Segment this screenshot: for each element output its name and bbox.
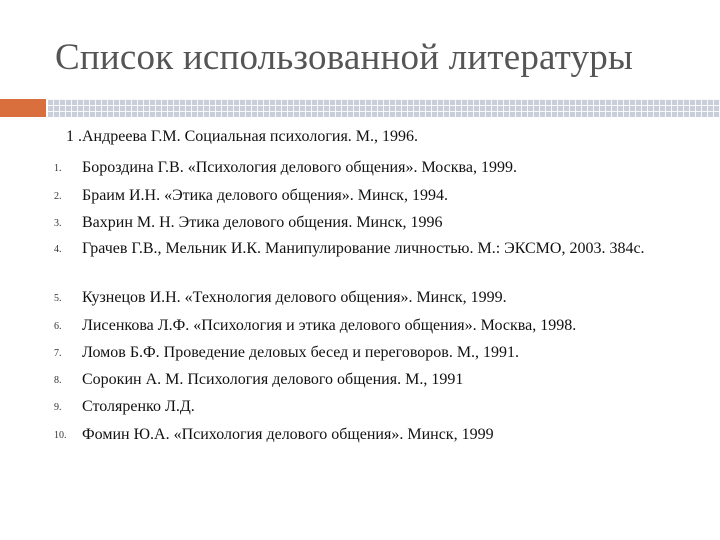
list-item-text: Бороздина Г.В. «Психология делового общения». Москва, 1999.: [82, 159, 517, 176]
list-item-text: Сорокин А. М. Психология делового общения. М., 1991: [82, 371, 464, 388]
list-item-number: 1.: [54, 163, 62, 174]
list-item-text: Ломов Б.Ф. Проведение деловых бесед и переговоров. М., 1991.: [82, 344, 520, 361]
list-item-text: Столяренко Л.Д.: [82, 398, 195, 415]
list-item-number: 7.: [54, 348, 62, 359]
list-item-text: Лисенкова Л.Ф. «Психология и этика делового общения». Москва, 1998.: [82, 317, 577, 334]
list-item-number: 2.: [54, 191, 62, 202]
list-item-text: Кузнецов И.Н. «Технология делового общения». Минск, 1999.: [82, 289, 507, 306]
list-item-number: 8.: [54, 375, 62, 386]
list-item-text: Браим И.Н. «Этика делового общения». Минск, 1994.: [82, 187, 448, 204]
list-item-number: 10.: [54, 430, 67, 441]
list-item-text: Вахрин М. Н. Этика делового общения. Минск, 1996: [82, 214, 443, 231]
title-underline-bar: [48, 99, 720, 117]
accent-bar: [0, 99, 46, 117]
list-item-text: Фомин Ю.А. «Психология делового общения». Минск, 1999: [82, 426, 494, 443]
list-item-number: 6.: [54, 321, 62, 332]
slide-title: Список использованной литературы: [55, 37, 634, 78]
intro-reference: 1 .Андреева Г.М. Социальная психология. М., 1996.: [66, 128, 419, 145]
list-item-number: 5.: [54, 293, 62, 304]
list-item-number: 3.: [54, 218, 62, 229]
list-item-number: 4.: [54, 244, 62, 255]
list-item-number: 9.: [54, 402, 62, 413]
list-item-text: Грачев Г.В., Мельник И.К. Манипулирование личностью. М.: ЭКСМО, 2003. 384с.: [82, 240, 645, 257]
